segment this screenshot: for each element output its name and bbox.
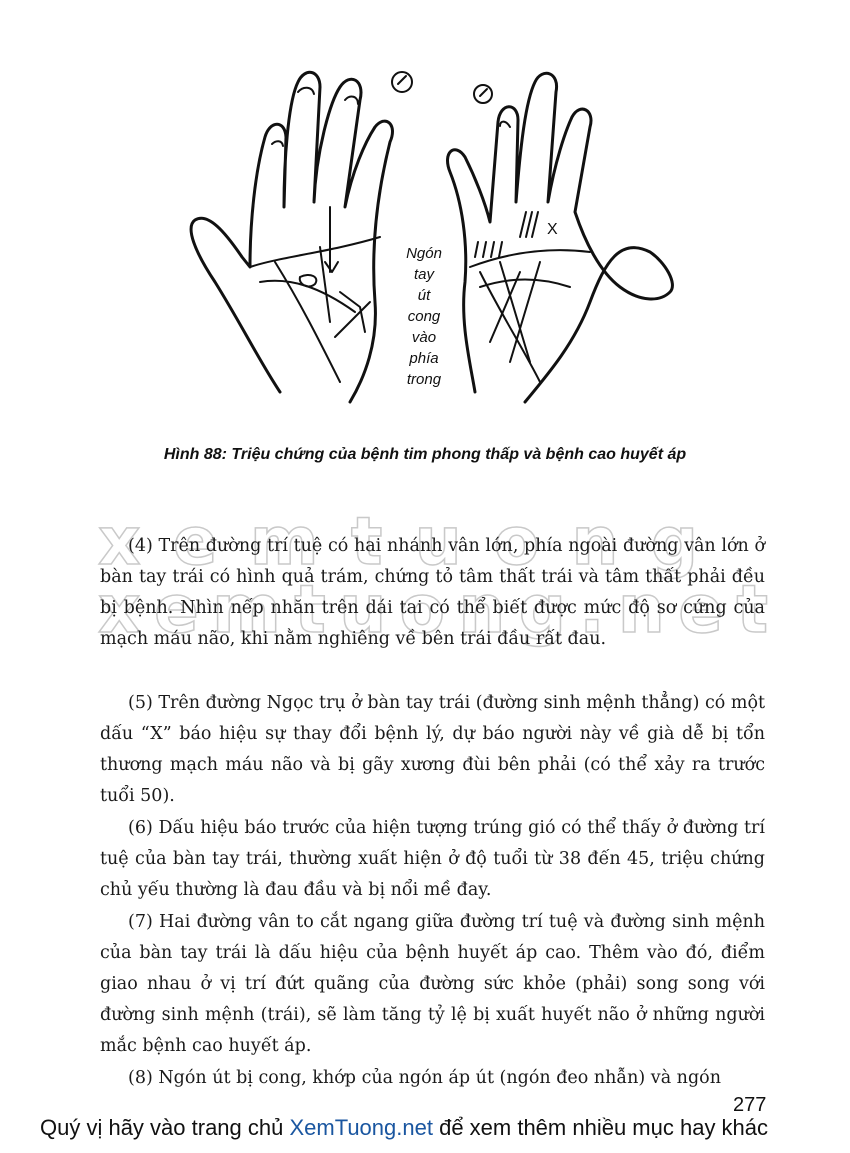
paragraph-5: (5) Trên đường Ngọc trụ ở bàn tay trái (đường sinh mệnh thẳng) có một dấu “X” báo hiệu sự thay đổi bệnh lý, dự báo người này về già dễ bị tổn thương mạch máu não và bị gãy xương đùi bên phải (có thể xảy ra trước tuổi 50).: [100, 692, 766, 806]
footer-prefix: Quý vị hãy vào trang chủ: [40, 1115, 290, 1140]
paragraph-7: (7) Hai đường vân to cắt ngang giữa đường trí tuệ và đường sinh mệnh của bàn tay trái là dấu hiệu của bệnh huyết áp cao. Thêm vào đó, điểm giao nhau ở vị trí đứt quãng của đường sức khỏe (phải) song song với đường sinh mệnh (trái), sẽ làm tăng tỷ lệ bị xuất huyết não ở những người mắc bệnh cao huyết áp.: [100, 911, 765, 1056]
palm-illustration: [180, 62, 680, 422]
label-word-1: Ngón: [406, 245, 442, 262]
watermark-line-1: xemtuong: [98, 503, 698, 580]
right-hand-outline: [448, 73, 673, 402]
figure-caption: Hình 88: Triệu chứng của bệnh tim phong thấp và bệnh cao huyết áp: [163, 446, 687, 463]
label-word-3: út: [417, 287, 431, 304]
paragraph-8: (8) Ngón út bị cong, khớp của ngón áp út (ngón đeo nhẫn) và ngón: [128, 1067, 721, 1088]
footer-banner: [40, 1115, 800, 1141]
paragraph-6: (6) Dấu hiệu báo trước của hiện tượng trúng gió có thể thấy ở đường trí tuệ của bàn tay trái, thường xuất hiện ở độ tuổi từ 38 đến 45, triệu chứng chủ yếu thường là đau đầu và bị nổi mề đay.: [100, 817, 765, 900]
label-word-4: cong: [407, 308, 441, 325]
label-word-5: vào: [411, 329, 437, 346]
left-hand-outline: [191, 72, 392, 402]
footer-site-link[interactable]: XemTuong.net: [289, 1115, 433, 1140]
watermark-line-2: xemtuong.net: [98, 571, 768, 648]
paragraph-4: (4) Trên đường trí tuệ có hai nhánh vân lớn, phía ngoài đường vân lớn ở bàn tay trái có hình quả trám, chứng tỏ tâm thất trái và tâm thất phải đều bị bệnh. Nhìn nếp nhăn trên dái tai có thể biết được mức độ sơ cứng của mạch máu não, khi nằm nghiêng về bên trái đầu rất đau.: [100, 535, 765, 649]
label-word-7: trong: [406, 371, 442, 388]
page-number: 277: [733, 1094, 767, 1116]
label-word-6: phía: [409, 350, 439, 367]
x-mark: X: [547, 221, 558, 238]
footer-suffix: để xem thêm nhiều mục hay khác: [432, 1115, 769, 1140]
label-word-2: tay: [413, 266, 434, 283]
